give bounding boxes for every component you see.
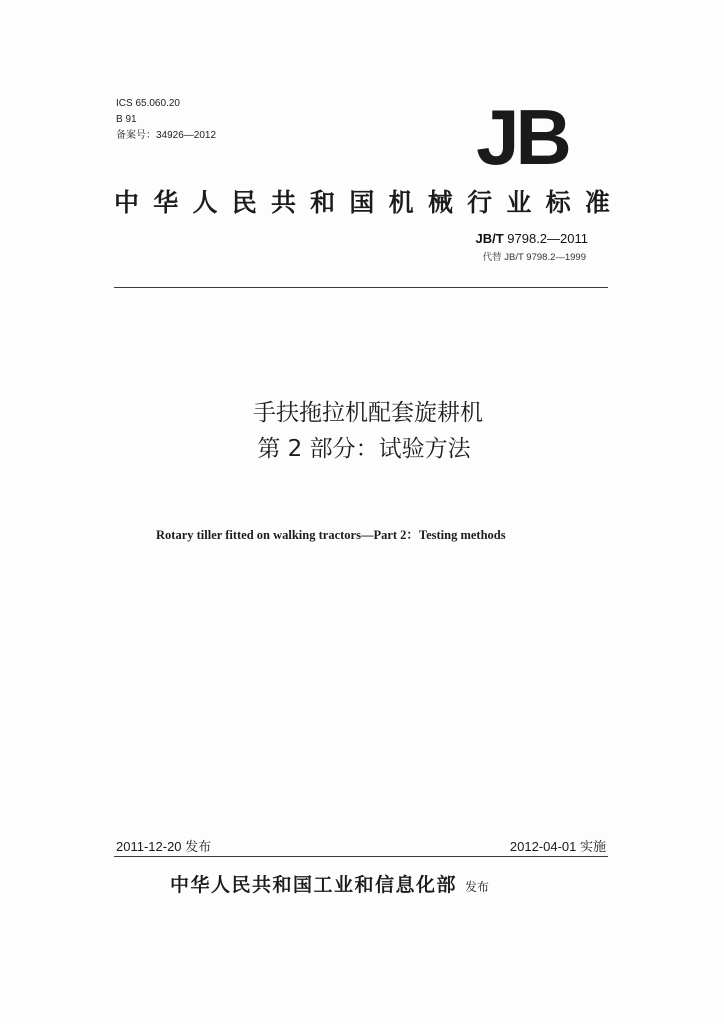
authority-title-char: 业 — [506, 188, 532, 217]
ics-code: ICS 65.060.20 — [116, 98, 180, 109]
authority-title-char: 和 — [310, 188, 336, 217]
english-title: Rotary tiller fitted on walking tractors—Part 2：Testing methods — [156, 528, 506, 542]
authority-title-char: 械 — [427, 188, 453, 217]
header-divider — [114, 287, 608, 288]
issuing-authority-title — [114, 183, 610, 219]
publisher — [170, 870, 489, 897]
chinese-title-line-1: 手扶拖拉机配套旋耕机 — [253, 400, 483, 426]
publisher-name: 中华人民共和国工业和信息化部 — [170, 874, 458, 896]
publisher-suffix: 发布 — [465, 880, 490, 894]
issue-date: 2011-12-20 发布 — [116, 839, 212, 854]
authority-title-char: 民 — [231, 188, 257, 217]
authority-title-char: 中 — [114, 188, 140, 217]
standard-number-value: 9798.2—2011 — [503, 231, 588, 246]
record-number: 备案号：34926—2012 — [116, 130, 217, 141]
jb-logo-text: JB — [476, 104, 568, 170]
authority-title-char: 行 — [467, 188, 493, 217]
implementation-date: 2012-04-01 实施 — [509, 839, 606, 854]
authority-title-char: 机 — [388, 188, 414, 217]
class-code: B 91 — [116, 114, 137, 125]
standard-prefix: JB/T — [475, 231, 504, 246]
replaced-standard: 代替 JB/T 9798.2—1999 — [482, 252, 586, 263]
authority-title-char: 华 — [153, 188, 179, 217]
chinese-title-line-2: 第 2 部分：试验方法 — [257, 436, 471, 462]
chinese-title — [0, 395, 724, 467]
authority-title-char: 国 — [349, 188, 375, 217]
authority-title-char: 标 — [545, 188, 571, 217]
footer-divider — [114, 856, 608, 857]
authority-title-char: 人 — [192, 188, 218, 217]
standard-number — [475, 231, 588, 246]
jb-logo — [466, 104, 578, 170]
classification-block — [116, 96, 216, 144]
authority-title-char: 共 — [270, 188, 296, 217]
authority-title-char: 准 — [584, 188, 610, 217]
